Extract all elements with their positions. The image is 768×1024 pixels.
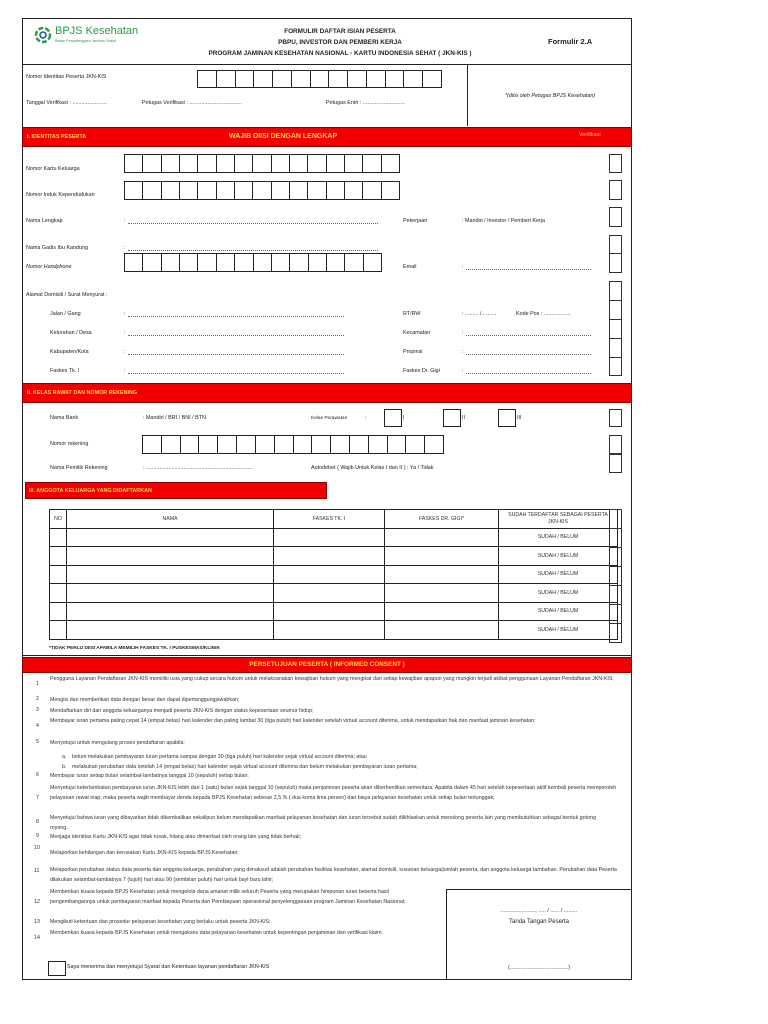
col-faskes-gigi: FASKES DR. GIGI* (385, 510, 499, 529)
propinsi-input[interactable] (466, 354, 591, 355)
consent-header (22, 657, 632, 673)
section-2-header (22, 383, 632, 403)
consent-item: Memberikan kuasa kepada BPJS Kesehatan untuk mengakses data pelayanan kesehatan untuk kepentingan penjaminan dan verifikasi klaim. (50, 930, 384, 936)
colon: : (365, 415, 367, 421)
digit-box[interactable] (125, 253, 143, 272)
digit-box[interactable] (125, 154, 143, 173)
digit-box[interactable] (382, 154, 400, 173)
kecamatan-input[interactable] (466, 335, 591, 336)
nik-input[interactable] (124, 181, 400, 200)
digit-box[interactable] (382, 181, 400, 200)
consent-item: Pengguna Layanan Pendaftaran JKN-KIS memiliki usia yang cukup secara hukum untuk melaksanakan kewajiban hukum yang mengikat dari setiap kewajiban apapun yang mungkin terjadi akibat penggunaan Layanan Pendaftaran JKN-KIS; (50, 676, 614, 682)
verify-checkbox[interactable] (609, 567, 622, 586)
cell-no[interactable] (50, 584, 67, 603)
consent-item: Menyetujui bahwa iuran yang dibayarkan tidak dikembalikan sekalipun belum mendapatkan manfaat pelayanan kesehatan dan iuran tersebut sudah diikhlaskan untuk menolong peserta lain yang membutuhkan sebagai bentuk gotong royong. (50, 815, 596, 831)
colon: : (124, 349, 126, 355)
digit-box[interactable] (217, 253, 235, 272)
col-terdaftar: SUDAH TERDAFTAR SEBAGAI PESERTA JKN-KIS (499, 510, 618, 529)
cell-faskes-gigi[interactable] (385, 621, 499, 640)
digit-box[interactable] (312, 435, 331, 454)
consent-item: Menyetujui untuk mengulang proses pendaftaran apabila: (50, 740, 185, 746)
digit-box[interactable] (345, 154, 363, 173)
verify-checkbox[interactable] (609, 235, 622, 254)
colon: : (462, 330, 464, 336)
kelas-1-checkbox[interactable] (384, 409, 402, 427)
consent-num: 14 (34, 935, 40, 941)
consent-item: Mengikuti ketentuan dan prosedur pelayanan kesehatan yang berlaku untuk peserta JKN-KIS; (50, 919, 271, 925)
verify-checkbox[interactable] (609, 509, 622, 529)
kelas-2-checkbox[interactable] (443, 409, 461, 427)
verify-checkbox[interactable] (609, 624, 622, 643)
kelas-1-label: I (403, 415, 405, 421)
cell-status[interactable]: SUDAH / BELUM (499, 602, 618, 621)
section-1-banner: WAJIB DIISI DENGAN LENGKAP (229, 133, 338, 140)
autodebet-label: Autodebet ( Wajib Untuk Kelas I dan II ) : Ya / Tidak (311, 465, 434, 471)
digit-box[interactable] (363, 154, 381, 173)
cell-status[interactable]: SUDAH / BELUM (499, 565, 618, 584)
divider (22, 64, 632, 65)
verify-checkbox[interactable] (609, 319, 622, 339)
signature-date[interactable]: ......................., ..... / ...... / ......... (500, 908, 578, 914)
digit-box[interactable] (364, 253, 382, 272)
digit-box[interactable] (425, 435, 444, 454)
agree-checkbox[interactable] (48, 961, 66, 976)
digit-box[interactable] (143, 435, 162, 454)
email-label: Email (403, 264, 417, 270)
consent-num: 12 (34, 899, 40, 905)
consent-item: Mengisi dan memberikan data dengan benar dan dapat dipertanggungjawabkan; (50, 697, 240, 703)
consent-item: Memberikan kuasa kepada BPJS Kesehatan untuk mengelola dana amanat milik seluruh Peserta yang merupakan himpunan iuran beserta hasil pengembangannya untuk pembayaran manfaat kepada Peserta dan Pembiayaan operasional penyelenggaraan program Jaminan Kesehatan Nasional; (50, 889, 406, 905)
digit-box[interactable] (162, 435, 181, 454)
cell-no[interactable] (50, 621, 67, 640)
consent-subitem-label: a. (62, 754, 67, 760)
col-faskes: FASKES TK. I (274, 510, 385, 529)
digit-box[interactable] (180, 181, 198, 200)
digit-box[interactable] (294, 435, 313, 454)
hp-label: Nomor Handphone (26, 264, 72, 270)
logo-icon (34, 26, 52, 44)
colon: : (462, 264, 464, 270)
rekening-input[interactable] (142, 435, 444, 454)
table-footnote: *TIDAK PERLU DIISI APABILA MEMILIH FASKES TK. I PUSKESMAS/KLINIK (49, 646, 220, 651)
form-title-1: FORMULIR DAFTAR ISIAN PESERTA (284, 28, 396, 35)
digit-box[interactable] (331, 435, 350, 454)
email-input[interactable] (466, 269, 591, 270)
table-row (50, 602, 618, 621)
verify-checkbox[interactable] (609, 435, 622, 454)
digit-box[interactable] (162, 181, 180, 200)
kodepos-input[interactable]: Kode Pos : .................. (516, 311, 571, 317)
digit-box[interactable] (388, 435, 407, 454)
digit-box[interactable] (237, 435, 256, 454)
consent-num: 1 (36, 681, 39, 687)
digit-box[interactable] (292, 70, 311, 88)
signature-name-line[interactable]: (.......................................) (507, 965, 570, 971)
consent-num: 5 (36, 739, 39, 745)
consent-subitem-label: b. (62, 764, 67, 770)
digit-box[interactable] (254, 253, 272, 272)
tanggal-verifikasi: Tanggal Verifikasi : ....................... (26, 100, 107, 106)
digit-box[interactable] (327, 154, 345, 173)
section-3-title: III. ANGGOTA KELUARGA YANG DIDAFTARKAN (29, 488, 152, 494)
form-code: Formulir 2.A (548, 37, 593, 46)
digit-box[interactable] (369, 435, 388, 454)
kelas-2-label: II (462, 415, 465, 421)
kabupaten-label: Kabupaten/Kota (50, 349, 89, 355)
digit-box[interactable] (162, 253, 180, 272)
consent-num: 2 (36, 696, 39, 702)
section-1-title: I. IDENTITAS PESERTA (27, 134, 87, 140)
cell-nama[interactable] (67, 584, 274, 603)
digit-box[interactable] (273, 70, 292, 88)
consent-item: Melaporkan perubahan status data peserta dan anggota keluarga, perubahan yang dimaksud adalah perubahan fasilitas kesehatan, alamat domisili, susunan keluarga/jumlah peserta, dan anggota keluarga tambahan. Perubahan data Peserta dilakukan selambat-lambatnya 7 (tujuh) hari atau 90 (sembilan puluh) hari untuk bayi baru lahir; (50, 867, 617, 883)
consent-num: 4 (36, 723, 39, 729)
signature-label: Tanda Tangan Peserta (509, 919, 569, 925)
kecamatan-label: Kecamatan (403, 330, 431, 336)
agree-label: Saya menerima dan menyetujui Syarat dan Ketentuan layanan pendaftaran JKN-KIS (67, 964, 270, 970)
digit-box[interactable] (404, 70, 423, 88)
digit-box[interactable] (272, 253, 290, 272)
digit-box[interactable] (311, 70, 330, 88)
consent-num: 13 (34, 919, 40, 925)
digit-box[interactable] (348, 70, 367, 88)
digit-box[interactable] (198, 253, 216, 272)
faskes-label: Faskes Tk. I (50, 368, 80, 374)
verify-checkbox[interactable] (609, 357, 622, 376)
form-title-3: PROGRAM JAMINAN KESEHATAN NASIONAL - KARTU INDONESIA SEHAT ( JKN-KIS ) (208, 50, 472, 57)
petugas-entri: Petugas Entri : ............................ (326, 100, 405, 106)
digit-box[interactable] (217, 70, 236, 88)
verify-checkbox[interactable] (609, 548, 622, 567)
consent-item: Melaporkan kehilangan dan kerusakan Kartu JKN-KIS kepada BPJS Kesehatan; (50, 850, 239, 856)
cell-faskes-gigi[interactable] (385, 584, 499, 603)
form-title-2: PBPU, INVESTOR DAN PEMBERI KERJA (278, 39, 402, 46)
digit-box[interactable] (363, 181, 381, 200)
cell-nama[interactable] (67, 547, 274, 566)
digit-box[interactable] (290, 154, 308, 173)
cell-faskes[interactable] (274, 547, 385, 566)
digit-box[interactable] (406, 435, 425, 454)
pemilik-input[interactable]: : ....................................................................... (143, 465, 253, 471)
verify-checkbox[interactable] (609, 338, 622, 358)
cell-faskes[interactable] (274, 602, 385, 621)
section-3-header (25, 482, 327, 499)
cell-faskes-gigi[interactable] (385, 528, 499, 547)
table-row (50, 584, 618, 603)
cell-status[interactable]: SUDAH / BELUM (499, 547, 618, 566)
colon: : (462, 368, 464, 374)
verify-checkbox[interactable] (609, 281, 622, 301)
consent-item: Membayar iuran pertama paling cepat 14 (empat belas) hari kalender dan paling lambat 30 (tiga puluh) hari kalender setelah virtual account diterima, untuk mendapatkan hak dan manfaat jaminan kesehatan; (50, 718, 536, 724)
digit-box[interactable] (198, 181, 216, 200)
colon: : (124, 311, 126, 317)
consent-title: PERSETUJUAN PESERTA ( INFORMED CONSENT ) (249, 661, 405, 668)
pemilik-label: Nama Pemilik Rekening (50, 465, 108, 471)
colon: : (124, 368, 126, 374)
jalan-input[interactable] (128, 316, 344, 317)
digit-box[interactable] (218, 435, 237, 454)
faskes-gigi-input[interactable] (466, 373, 591, 374)
digit-box[interactable] (254, 70, 273, 88)
digit-box[interactable] (143, 181, 161, 200)
digit-box[interactable] (256, 435, 275, 454)
digit-box[interactable] (180, 253, 198, 272)
rekening-label: Nomor rekening (50, 441, 89, 447)
cell-faskes-gigi[interactable] (385, 602, 499, 621)
verify-checkbox[interactable] (609, 529, 622, 548)
consent-num: 10 (34, 845, 40, 851)
digit-box[interactable] (386, 70, 405, 88)
col-nama: NAMA (67, 510, 274, 529)
consent-item: Menjaga identitas Kartu JKN-KIS agar tidak rusak, hilang atau dimanfaat oleh orang lain yang tidak berhak; (50, 834, 302, 840)
rtrw-input[interactable]: : ......... /.. ....... (462, 311, 497, 317)
digit-box[interactable] (308, 154, 326, 173)
cell-no[interactable] (50, 547, 67, 566)
pekerjaan-label: Pekerjaan (403, 218, 428, 224)
cell-faskes-gigi[interactable] (385, 547, 499, 566)
colon: : (462, 349, 464, 355)
digit-box[interactable] (423, 70, 442, 88)
verifikasi-label: Verifikasi (579, 132, 601, 138)
kelurahan-input[interactable] (128, 335, 344, 336)
kk-input[interactable] (124, 154, 400, 173)
cell-nama[interactable] (67, 602, 274, 621)
digit-box[interactable] (367, 70, 386, 88)
verify-checkbox[interactable] (609, 454, 622, 473)
verify-checkbox[interactable] (609, 207, 622, 227)
cell-no[interactable] (50, 565, 67, 584)
bank-label: Nama Bank (50, 415, 79, 421)
digit-box[interactable] (290, 181, 308, 200)
digit-box[interactable] (235, 154, 253, 173)
table-header (50, 510, 618, 529)
digit-box[interactable] (199, 435, 218, 454)
jalan-label: Jalan / Gang (50, 311, 81, 317)
digit-box[interactable] (143, 154, 161, 173)
ibu-input[interactable] (128, 250, 378, 251)
cell-faskes-gigi[interactable] (385, 565, 499, 584)
hp-input[interactable] (124, 253, 382, 272)
consent-num: 9 (36, 833, 39, 839)
bank-value: : Mandiri / BRI / BNI / BTN (143, 415, 206, 421)
table-row (50, 547, 618, 566)
nama-input[interactable] (128, 223, 378, 224)
kelas-label: Kelas Perawatan (311, 416, 348, 421)
consent-num: 8 (36, 819, 39, 825)
digit-box[interactable] (181, 435, 200, 454)
digit-box[interactable] (309, 253, 327, 272)
digit-box[interactable] (308, 181, 326, 200)
cell-faskes[interactable] (274, 565, 385, 584)
verify-column[interactable] (609, 509, 622, 643)
kelurahan-label: Kelurahan / Desa (50, 330, 92, 336)
table-row (50, 565, 618, 584)
kabupaten-input[interactable] (128, 354, 344, 355)
digit-box[interactable] (345, 181, 363, 200)
faskes-input[interactable] (128, 373, 344, 374)
verify-checkbox[interactable] (609, 409, 622, 427)
consent-subitem: melakukan perubahan data setelah 14 (empat belas) hari kalender sejak virtual account diterima dan belum melakukan pembayaran iuran pertama; (72, 764, 418, 770)
colon: : (124, 245, 126, 251)
consent-num: 3 (36, 707, 39, 713)
nik-label: Nomor Induk Kependudukan (26, 192, 95, 198)
verify-checkbox[interactable] (609, 605, 622, 624)
colon: : (124, 218, 126, 224)
consent-num: 11 (34, 868, 40, 874)
nik-jkn-label: Nomor Identitas Peserta JKN-KIS (26, 74, 107, 80)
verify-checkbox[interactable] (609, 180, 622, 200)
kk-label: Nomor Kartu Keluarga (26, 166, 80, 172)
pekerjaan-value: : Mandiri / Investor / Pemberi Kerja (462, 218, 545, 224)
digit-box[interactable] (253, 181, 271, 200)
consent-item: Mendaftarkan diri dan anggota keluarganya menjadi peserta JKN-KIS dengan status kepesertaan seumur hidup; (50, 708, 314, 714)
cell-nama[interactable] (67, 565, 274, 584)
rtrw-label: RT/RW (403, 311, 421, 317)
digit-box[interactable] (253, 154, 271, 173)
digit-box[interactable] (180, 154, 198, 173)
consent-item: Menyetujui keterlambatan pembayaran iuran JKN-KIS lebih dari 1 (satu) bulan sejak tanggal 10 (sepuluh) maka penjaminan peserta akan diberhentikan sementara. Apabila dalam 45 hari setelah kepesertaan aktif kembali peserta memperoleh pelayanan rawat inap, maka peserta wajib membayar denda kepada BPJS Kesehatan sebesar 2,5 % ( dua koma lima persen) dari biaya pelayanan kesehatan untuk setiap bulan tertunggak; (50, 785, 617, 801)
ibu-label: Nama Gadis Ibu Kandung (26, 245, 89, 251)
propinsi-label: Propinsi (403, 349, 423, 355)
family-members-table (49, 509, 618, 640)
nama-label: Nama Lengkap (26, 218, 63, 224)
digit-box[interactable] (162, 154, 180, 173)
digit-box[interactable] (290, 253, 308, 272)
digit-box[interactable] (125, 181, 143, 200)
digit-box[interactable] (327, 181, 345, 200)
divider (467, 64, 468, 126)
digit-box[interactable] (272, 154, 290, 173)
kelas-3-checkbox[interactable] (498, 409, 516, 427)
consent-num: 7 (36, 795, 39, 801)
digit-box[interactable] (217, 154, 235, 173)
cell-status[interactable]: SUDAH / BELUM (499, 621, 618, 640)
cell-no[interactable] (50, 602, 67, 621)
alamat-label: Alamat Domisili / Surat Menyurat : (26, 292, 108, 298)
digit-box[interactable] (217, 181, 235, 200)
digit-box[interactable] (236, 70, 255, 88)
nik-jkn-input[interactable] (197, 70, 442, 88)
officer-note: *(diisi oleh Petugas BPJS Kesehatan) (505, 93, 596, 99)
faskes-gigi-label: Faskes Dr. Gigi (403, 368, 440, 374)
digit-box[interactable] (235, 181, 253, 200)
digit-box[interactable] (143, 253, 161, 272)
logo-text: BPJS Kesehatan (55, 25, 139, 37)
section-1-header (22, 127, 632, 147)
table-row (50, 621, 618, 640)
verify-checkbox[interactable] (609, 154, 622, 173)
cell-nama[interactable] (67, 621, 274, 640)
digit-box[interactable] (198, 70, 217, 88)
logo-subtitle: Badan Penyelenggara Jaminan Sosial (55, 39, 116, 43)
digit-box[interactable] (235, 253, 253, 272)
col-no: NO (50, 510, 67, 529)
consent-item: Membayar iuran setiap bulan selambat-lambatnya tanggal 10 (sepuluh) setiap bulan; (50, 773, 249, 779)
petugas-verifikasi: Petugas Verifikasi : ................................... (142, 100, 242, 106)
verify-checkbox[interactable] (609, 253, 622, 273)
digit-box[interactable] (275, 435, 294, 454)
cell-status[interactable]: SUDAH / BELUM (499, 584, 618, 603)
colon: : (124, 330, 126, 336)
digit-box[interactable] (329, 70, 348, 88)
table-row (50, 528, 618, 547)
cell-no[interactable] (50, 528, 67, 547)
kelas-3-label: III (517, 415, 522, 421)
verify-checkbox[interactable] (609, 300, 622, 320)
consent-subitem: belum melakukan pembayaran iuran pertama sampai dengan 30 (tiga puluh) hari kalender sejak virtual account diterima; atau (72, 754, 367, 760)
divider (22, 655, 632, 656)
cell-faskes[interactable] (274, 528, 385, 547)
cell-faskes[interactable] (274, 584, 385, 603)
consent-num: 6 (36, 772, 39, 778)
verify-checkbox[interactable] (609, 586, 622, 605)
digit-box[interactable] (327, 253, 345, 272)
cell-status[interactable]: SUDAH / BELUM (499, 528, 618, 547)
digit-box[interactable] (272, 181, 290, 200)
digit-box[interactable] (350, 435, 369, 454)
cell-faskes[interactable] (274, 621, 385, 640)
digit-box[interactable] (198, 154, 216, 173)
section-2-title: II. KELAS RAWAT DAN NOMOR REKENING (27, 390, 138, 396)
digit-box[interactable] (345, 253, 363, 272)
cell-nama[interactable] (67, 528, 274, 547)
